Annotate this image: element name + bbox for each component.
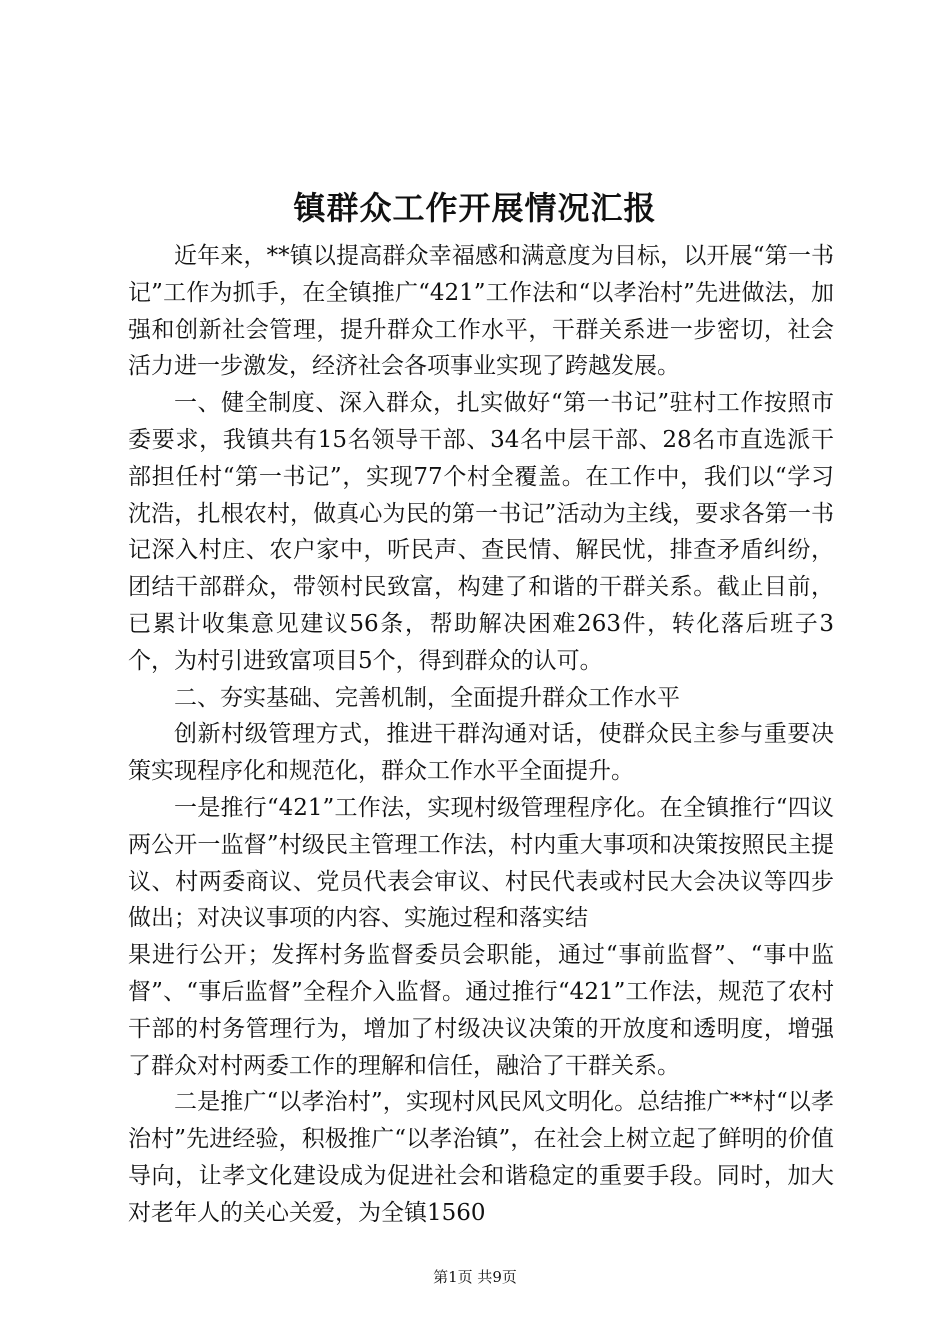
paragraph-section-1: 一、健全制度、深入群众，扎实做好“第一书记”驻村工作按照市委要求，我镇共有15名领导干部、34名中层干部、28名市直选派干部担任村“第一书记”，实现77个村全覆盖。在工作中，我们以“学习沈浩，扎根农村，做真心为民的第一书记”活动为主线，要求各第一书记深入村庄、农户家中，听民声、查民情、解民忧，排查矛盾纠纷，团结干部群众，带领村民致富，构建了和谐的干群关系。截止目前，已累计收集意见建议56条，帮助解决困难263件，转化落后班子3个，为村引进致富项目5个，得到群众的认可。 xyxy=(128,390,834,674)
paragraph-421-method: 一是推行“421”工作法，实现村级管理程序化。在全镇推行“四议两公开一监督”村级民主管理工作法，村内重大事项和决策按照民主提议、村两委商议、党员代表会审议、村民代表或村民大会决议等四步做出；对决议事项的内容、实施过程和落实结 xyxy=(128,794,834,932)
paragraph-section-2-intro: 创新村级管理方式，推进干群沟通对话，使群众民主参与重要决策实现程序化和规范化，群众工作水平全面提升。 xyxy=(128,721,834,785)
paragraph-421-method-continued: 果进行公开；发挥村务监督委员会职能，通过“事前监督”、“事中监督”、“事后监督”全程介入监督。通过推行“421”工作法，规范了农村干部的村务管理行为，增加了村级决议决策的开放度和透明度，增强了群众对村两委工作的理解和信任，融洽了干群关系。 xyxy=(128,942,834,1079)
document-title: 镇群众工作开展情况汇报 xyxy=(293,189,657,227)
paragraph-intro: 近年来，**镇以提高群众幸福感和满意度为目标，以开展“第一书记”工作为抓手，在全镇推广“421”工作法和“以孝治村”先进做法，加强和创新社会管理，提升群众工作水平，干群关系进一步密切，社会活力进一步激发，经济社会各项事业实现了跨越发展。 xyxy=(128,243,834,380)
page-footer: 第1页 共9页 xyxy=(433,1268,517,1286)
paragraph-filial-piety: 二是推广“以孝治村”，实现村风民风文明化。总结推广**村“以孝治村”先进经验，积极推广“以孝治镇”，在社会上树立起了鲜明的价值导向，让孝文化建设成为促进社会和谐稳定的重要手段。同时，加大对老年人的关心关爱，为全镇1560 xyxy=(128,1089,834,1226)
document-body xyxy=(128,238,834,1232)
paragraph-section-2-heading: 二、夯实基础、完善机制，全面提升群众工作水平 xyxy=(174,684,680,711)
